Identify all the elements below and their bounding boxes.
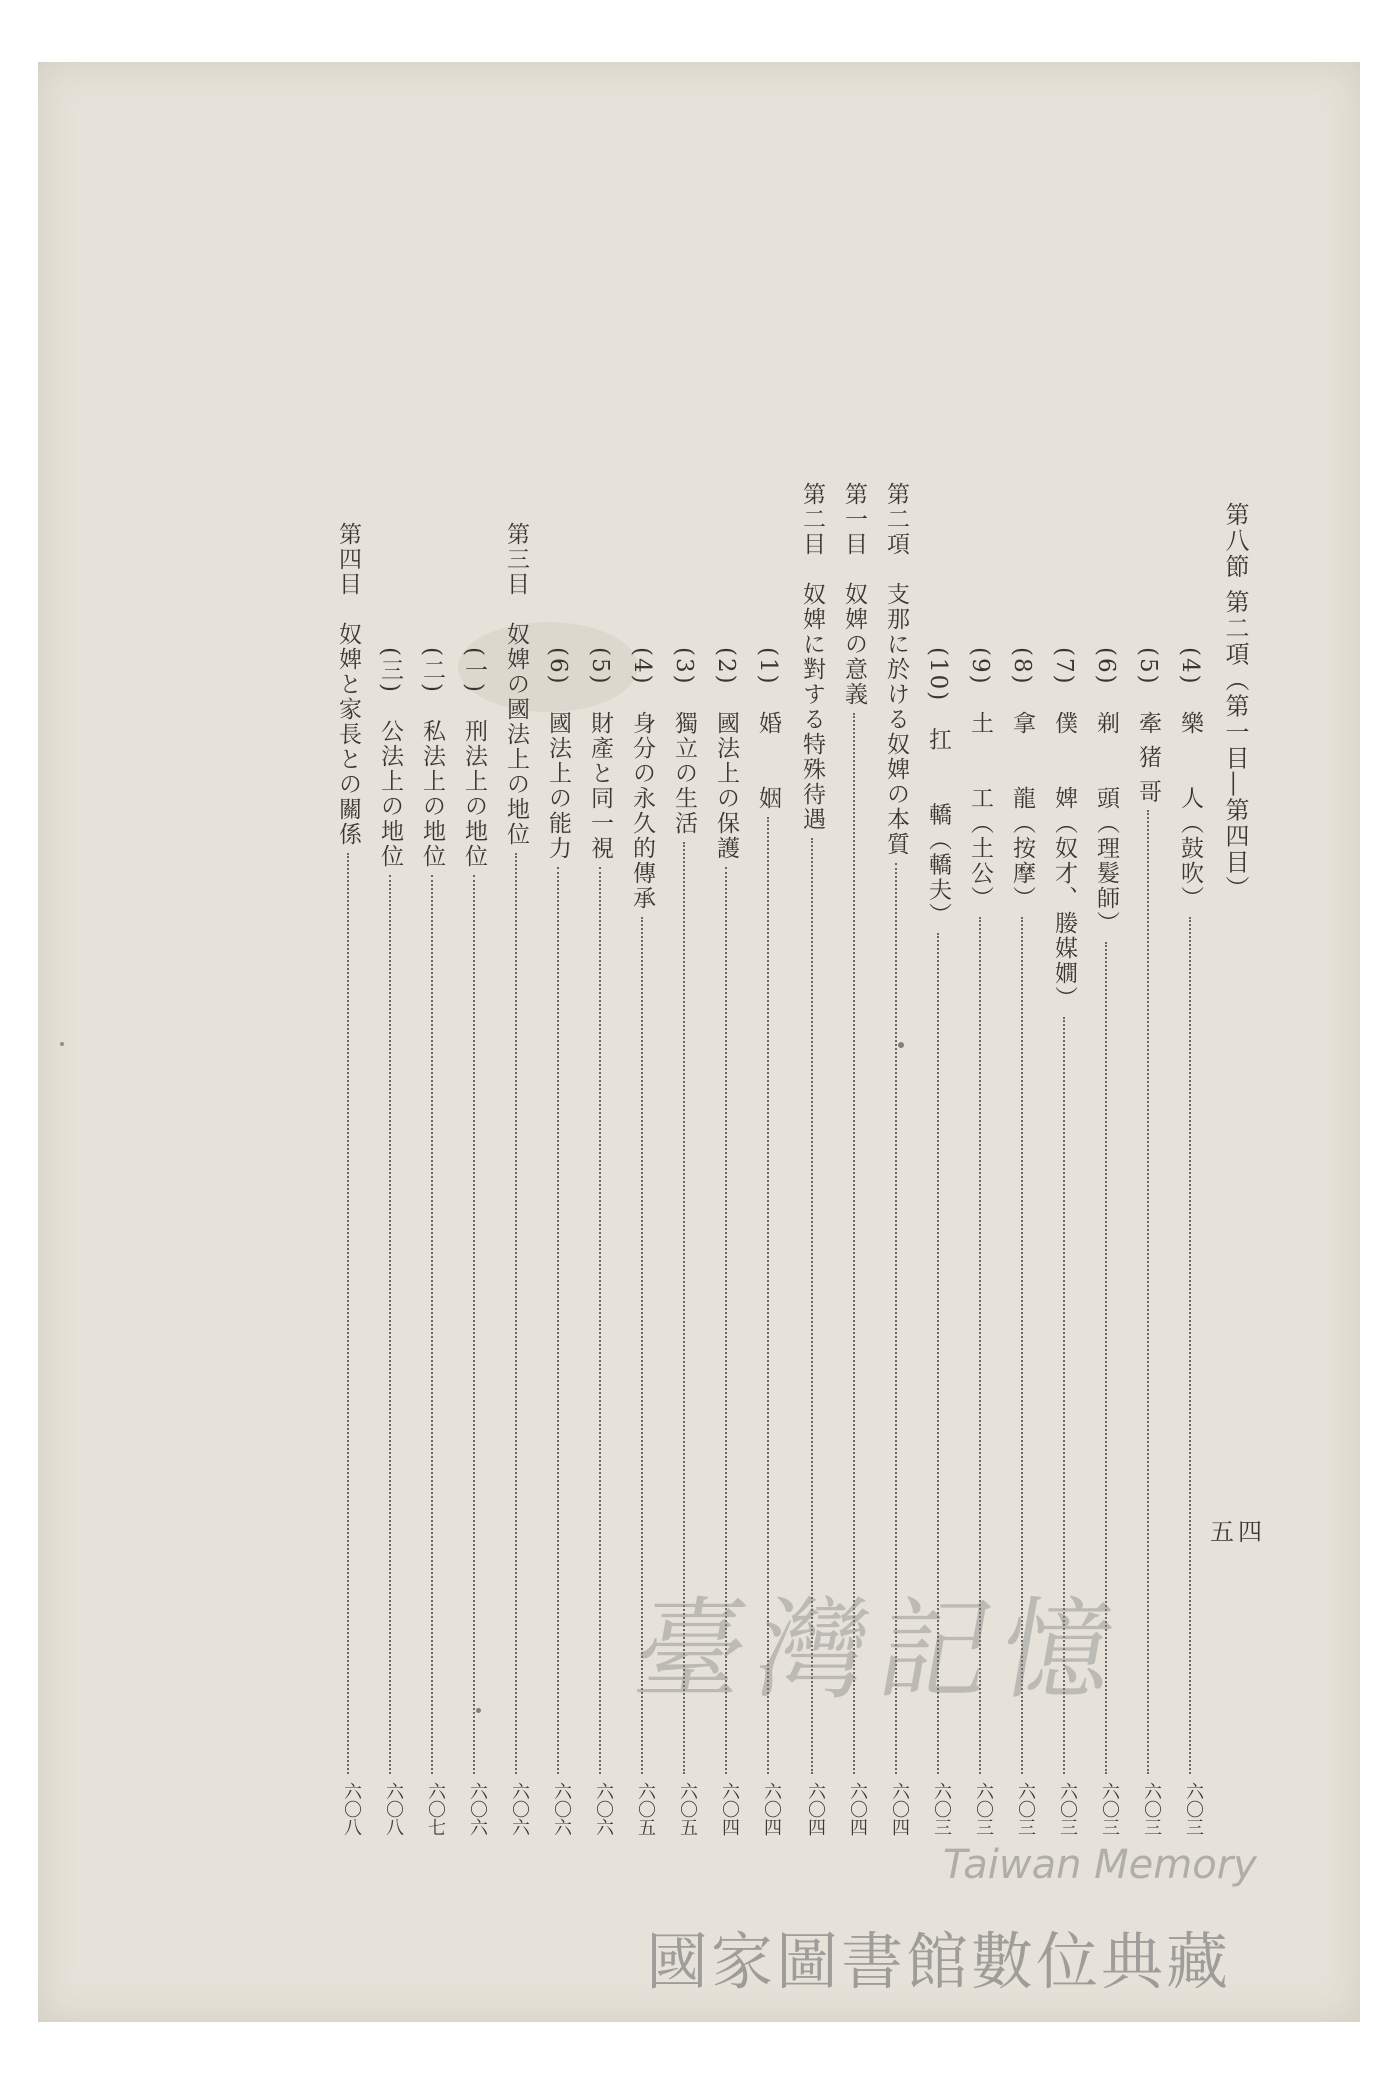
toc-page-number: 六〇五 [635, 1782, 656, 1836]
toc-entry [1136, 647, 1159, 804]
toc-entry [926, 647, 949, 927]
toc-entry-title: (4) 身分の永久的傳承 [629, 647, 655, 911]
toc-entry [672, 647, 695, 836]
page-number: 五四 [1210, 1518, 1266, 1546]
toc-entry [630, 647, 653, 911]
toc-entry-title: (3) 獨立の生活 [671, 647, 697, 836]
toc-entry-title: (二) 私法上の地位 [419, 647, 445, 869]
paper-speck [898, 1042, 904, 1048]
watermark-logo: 臺灣記憶 [625, 1586, 1136, 1714]
toc-entry [336, 522, 359, 847]
toc-page-number: 六〇三 [1015, 1782, 1036, 1836]
toc-entry [546, 647, 569, 861]
toc-entry-title: (4) 樂 人（鼓吹） [1177, 647, 1203, 911]
leader-dots [1147, 810, 1149, 1774]
leader-dots [557, 867, 559, 1774]
paper-speck [476, 1708, 481, 1713]
watermark-english: Taiwan Memory [943, 1842, 1257, 1888]
leader-dots [473, 875, 475, 1774]
toc-page-number: 六〇四 [805, 1782, 826, 1836]
toc-entry [1094, 647, 1117, 936]
toc-entry [714, 647, 737, 861]
toc-entry-title: (10) 扛 轎（轎夫） [925, 647, 951, 928]
toc-entry-title: (5) 牽 猪 哥 [1135, 647, 1161, 805]
toc-entry-title: 第二目 奴婢に對する特殊待遇 [799, 482, 825, 832]
toc-page-number: 六〇三 [973, 1782, 994, 1836]
toc-entry-title: (8) 拿 龍（按摩） [1009, 647, 1035, 911]
toc-entry-title: 第三目 奴婢の國法上の地位 [503, 522, 529, 847]
toc-page-number: 六〇六 [551, 1782, 572, 1836]
toc-entry [842, 482, 865, 707]
toc-entry-title: (2) 國法上の保護 [713, 647, 739, 861]
toc-entry [588, 647, 611, 861]
toc-entry [1052, 647, 1075, 1011]
toc-entry [800, 482, 823, 832]
toc-page-number: 六〇四 [761, 1782, 782, 1836]
toc-entry-title: (三) 公法上の地位 [377, 647, 403, 869]
running-head: 第八節 第二項（第一目―第四目） [1221, 502, 1249, 902]
toc-page-number: 六〇四 [847, 1782, 868, 1836]
toc-entry [1178, 647, 1201, 911]
toc-entry-title: (5) 財產と同一視 [587, 647, 613, 861]
toc-entry [1010, 647, 1033, 911]
toc-entry-title: 第二項 支那に於ける奴婢の本質 [883, 482, 909, 857]
watermark-institution: 國家圖書館數位典藏 [646, 1925, 1232, 1998]
toc-page-number: 六〇八 [341, 1782, 362, 1836]
toc-entry [378, 647, 401, 869]
toc-entry [968, 647, 991, 911]
toc-entry [420, 647, 443, 869]
leader-dots [347, 853, 349, 1774]
toc-page-number: 六〇六 [593, 1782, 614, 1836]
toc-entry [884, 482, 907, 857]
leader-dots [431, 875, 433, 1774]
toc-page-number: 六〇四 [719, 1782, 740, 1836]
toc-entry-title: 第一目 奴婢の意義 [841, 482, 867, 707]
toc-entry-title: (6) 國法上の能力 [545, 647, 571, 861]
toc-entry [504, 522, 527, 847]
scanned-page [38, 62, 1360, 2022]
toc-entry-title: (9) 土 工（土公） [967, 647, 993, 911]
toc-page-number: 六〇五 [677, 1782, 698, 1836]
toc-entry-title: (1) 婚 姻 [755, 647, 781, 811]
toc-page-number: 六〇三 [1057, 1782, 1078, 1836]
toc-page-number: 六〇八 [383, 1782, 404, 1836]
toc-entry [756, 647, 779, 811]
toc-entry-title: (7) 僕 婢（奴才、媵媒嫺） [1051, 647, 1077, 1011]
toc-page-number: 六〇六 [509, 1782, 530, 1836]
toc-entry [462, 647, 485, 869]
toc-page-number: 六〇六 [467, 1782, 488, 1836]
toc-page-number: 六〇三 [1099, 1782, 1120, 1836]
toc-page-number: 六〇三 [931, 1782, 952, 1836]
toc-page-number: 六〇三 [1183, 1782, 1204, 1836]
leader-dots [389, 875, 391, 1774]
leader-dots [599, 867, 601, 1774]
toc-entry-title: (6) 剃 頭（理髮師） [1093, 647, 1119, 936]
leader-dots [1189, 917, 1191, 1774]
toc-entry-title: (一) 刑法上の地位 [461, 647, 487, 869]
toc-page-number: 六〇四 [889, 1782, 910, 1836]
paper-speck [60, 1042, 64, 1046]
toc-page-number: 六〇七 [425, 1782, 446, 1836]
leader-dots [515, 853, 517, 1774]
toc-page-number: 六〇三 [1141, 1782, 1162, 1836]
toc-entry-title: 第四目 奴婢と家長との關係 [335, 522, 361, 847]
